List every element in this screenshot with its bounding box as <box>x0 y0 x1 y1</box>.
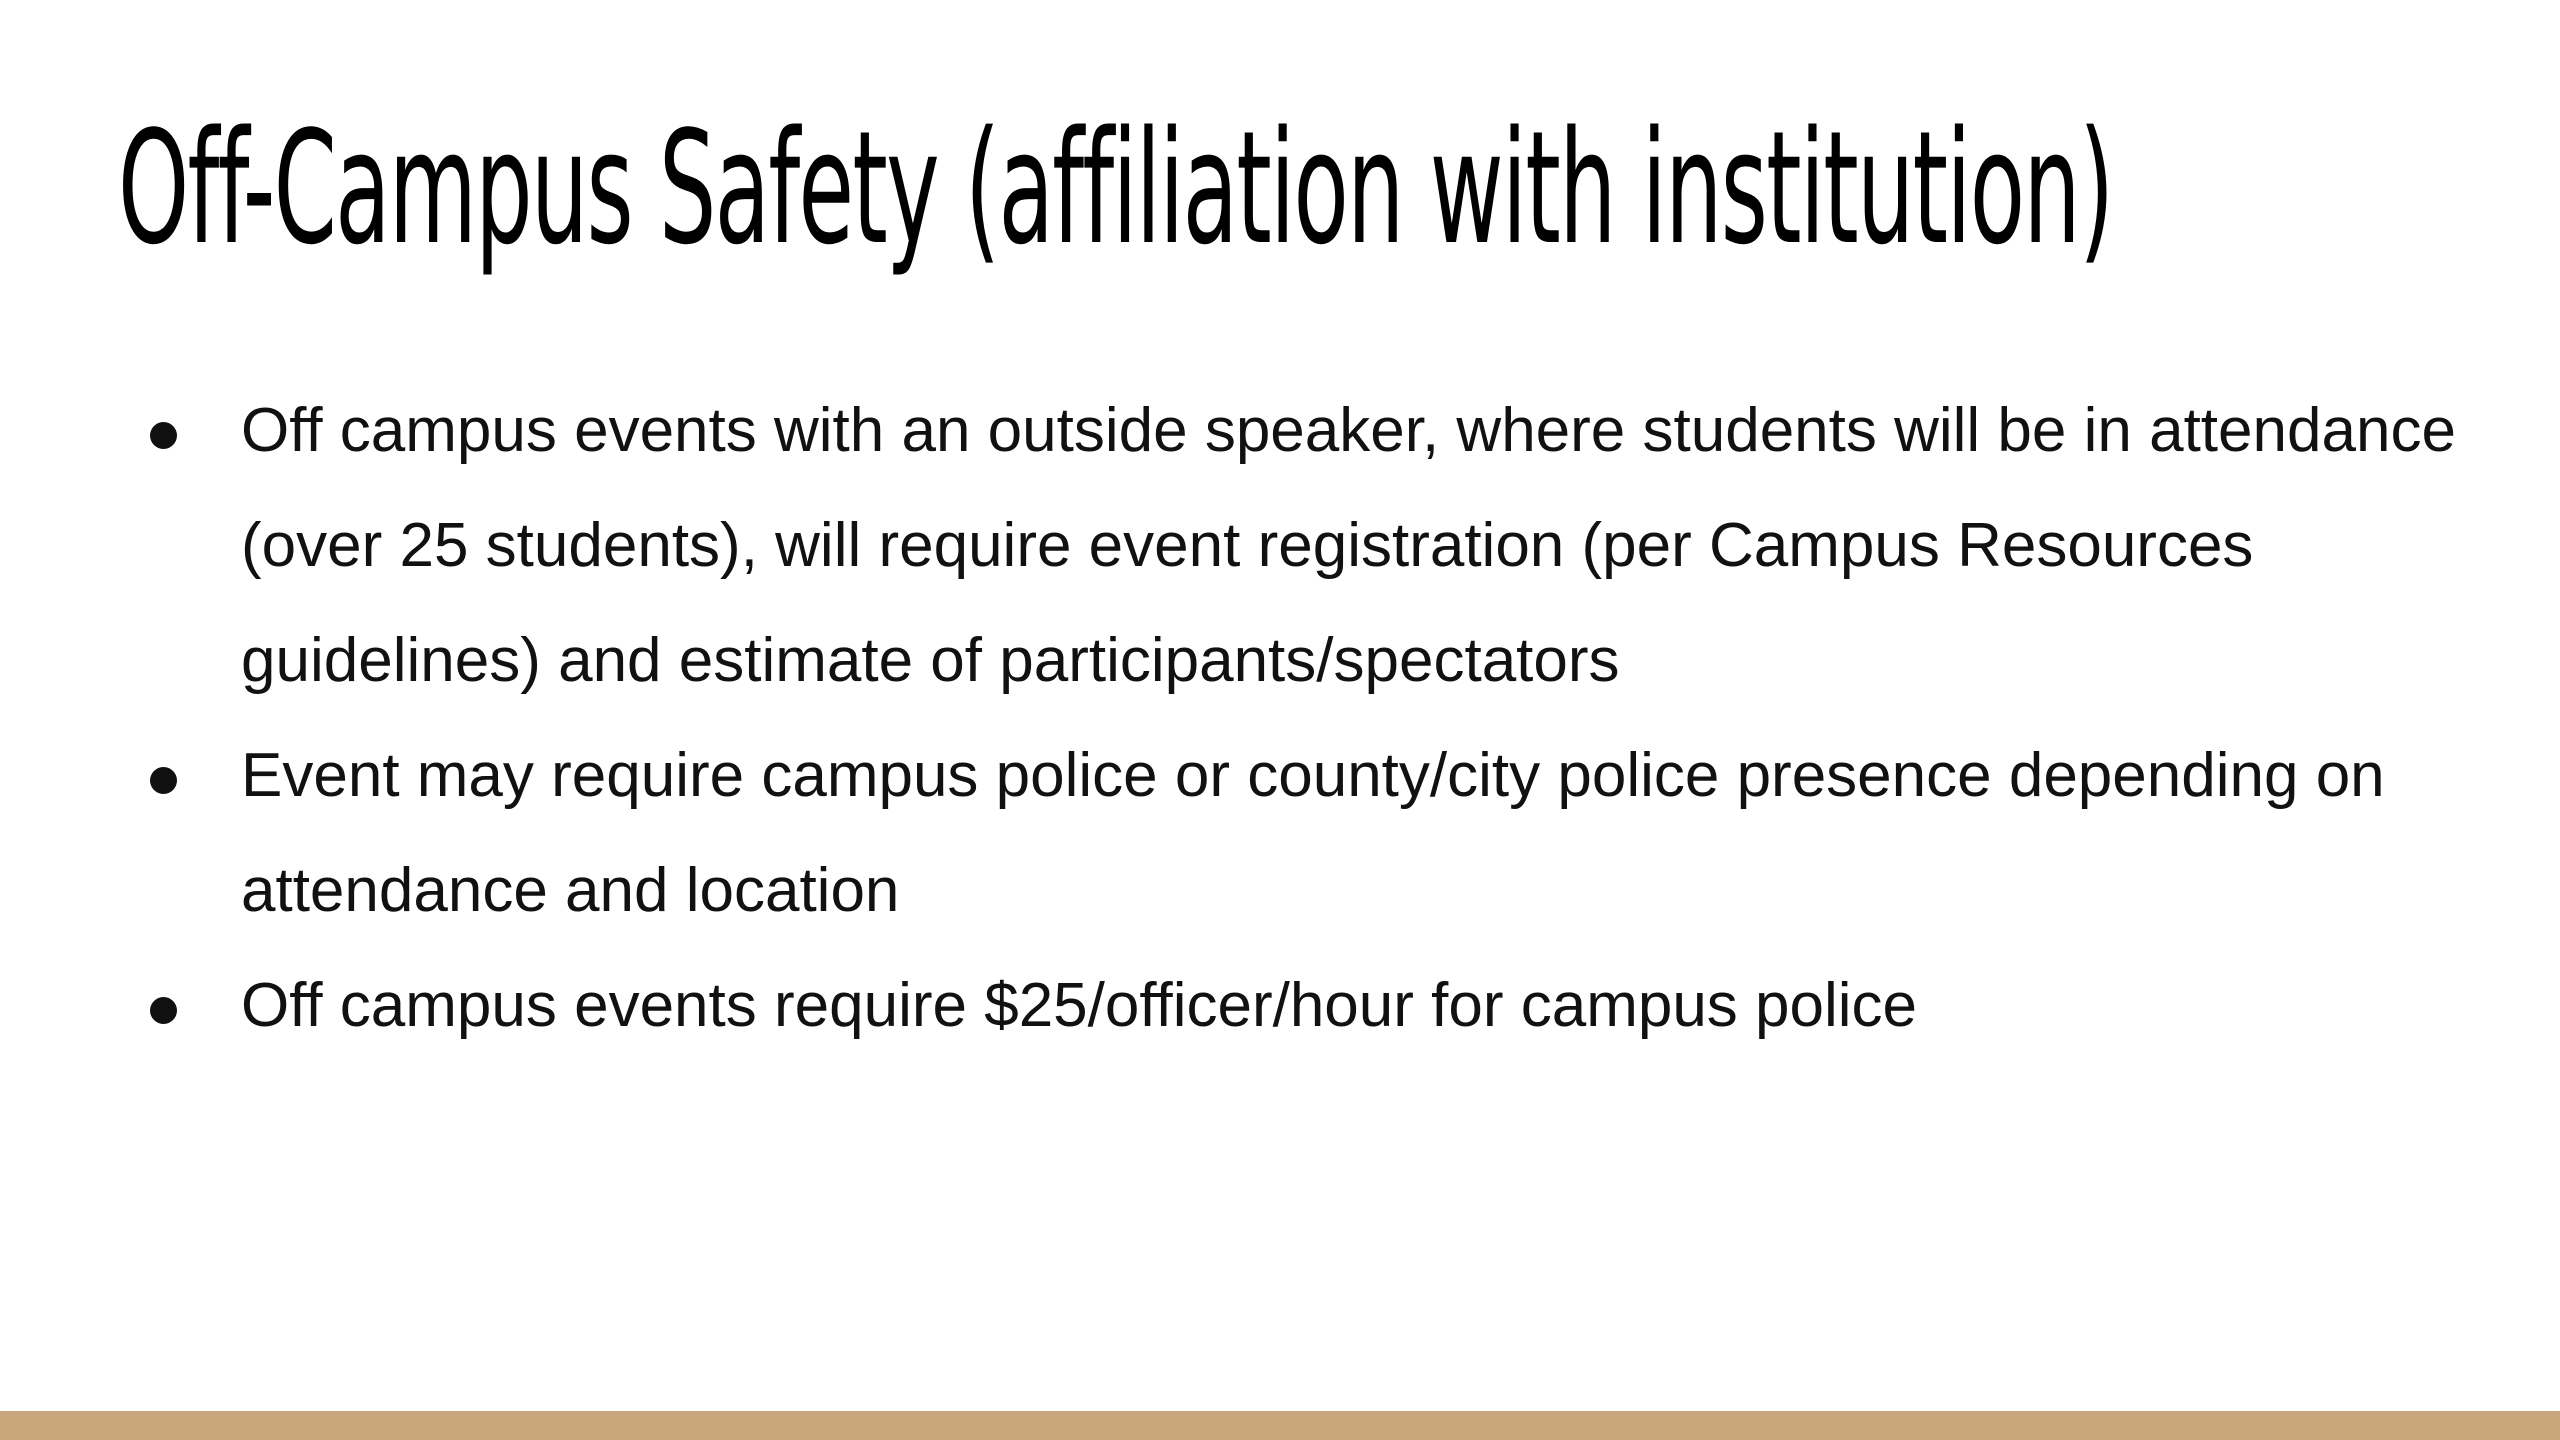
bullet-item <box>0 948 2471 1063</box>
bullet-item <box>0 718 2471 948</box>
bullet-text: Event may require campus police or county/city police presence depending on attendance and location <box>241 741 2385 925</box>
slide-title: Off-Campus Safety (affiliation with institution) <box>118 97 2113 279</box>
footer-accent-bar <box>0 1411 2560 1440</box>
bullet-text: Off campus events require $25/officer/hour for campus police <box>241 971 1918 1040</box>
bullet-item <box>0 373 2471 718</box>
bullet-dot-icon <box>150 422 177 449</box>
bullet-dot-icon <box>150 997 177 1024</box>
bullet-text: Off campus events with an outside speaker, where students will be in attendance (over 25 students), will require event registration (per Campus Resources guidelines) and estimate of participants/spectators <box>241 396 2456 695</box>
bullet-list <box>0 373 2560 1063</box>
bullet-dot-icon <box>150 767 177 794</box>
